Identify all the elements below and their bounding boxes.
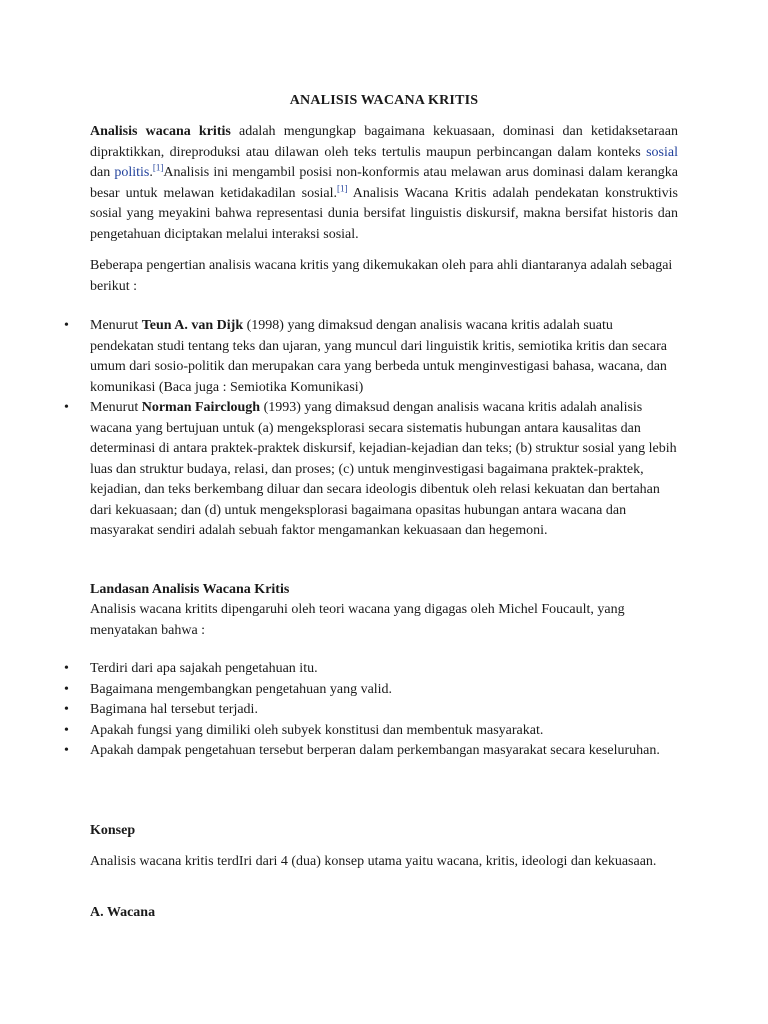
landasan-list bbox=[64, 659, 678, 762]
list-item bbox=[64, 398, 678, 542]
bullet-icon: • bbox=[64, 400, 69, 415]
intro-text-3: . bbox=[149, 165, 153, 180]
bullet-icon: • bbox=[64, 743, 69, 758]
link-politis[interactable]: politis bbox=[114, 165, 150, 180]
list-item bbox=[64, 316, 678, 398]
intro-paragraph bbox=[90, 122, 678, 245]
list-item-text: Bagimana hal tersebut terjadi. bbox=[90, 702, 258, 717]
list-item bbox=[64, 659, 678, 680]
list-item-text: Apakah fungsi yang dimiliki oleh subyek konstitusi dan membentuk masyarakat. bbox=[90, 722, 544, 738]
expert-text: (1993) yang dimaksud dengan analisis wacana kritis adalah analisis wacana yang bertujuan untuk (a) mengeksplorasi secara sistematis hubungan antara kausalitas dan determinasi di antara praktek-praktek diskursif, kejadian-kejadian dan teks; (b) struktur sosial yang lebih luas dan struktur budaya, relasi, dan proses; (c) untuk menginvestigasi bagaimana praktek-praktek, kejadian, dan teks berkembang diluar dan secara ideologis dibentuk oleh relasi kekuatan dan bertahan dari kekuasaan; dan (d) untuk mengeksplorasi bagaimana opasitas hubungan antara wacana dan masyarakat sendiri adalah sebuah faktor mengamankan kekuasaan dan hegemoni. bbox=[90, 400, 677, 538]
expert-pre: Menurut bbox=[90, 318, 142, 333]
experts-list bbox=[64, 316, 678, 542]
konsep-heading: Konsep bbox=[90, 823, 136, 838]
expert-text: (1998) yang dimaksud dengan analisis wacana kritis adalah suatu pendekatan studi tentang teks dan ujaran, yang muncul dari linguistik kritis, semiotika kritis dan secara umum dari sosio-politik dan merupakan cara yang berbeda untuk menginvestigasi bahasa, wacana, dan komunikasi (Baca juga : Semiotika Komunikasi) bbox=[90, 318, 667, 395]
list-item bbox=[64, 721, 678, 742]
konsep-text: Analisis wacana kritis terdIri dari 4 (dua) konsep utama yaitu wacana, kritis, ideologi dan kekuasaan. bbox=[90, 854, 657, 869]
list-item bbox=[64, 741, 678, 762]
bullet-icon: • bbox=[64, 681, 69, 697]
bullet-icon: • bbox=[64, 318, 69, 333]
landasan-intro: Analisis wacana kritits dipengaruhi oleh teori wacana yang digagas oleh Michel Foucault, yang menyatakan bahwa : bbox=[90, 602, 625, 638]
intro-text-2: dan bbox=[90, 165, 115, 180]
reference-1-link[interactable]: [1] bbox=[152, 162, 164, 173]
expert-name: Norman Fairclough bbox=[141, 400, 261, 415]
list-item-text: Apakah dampak pengetahuan tersebut berperan dalam perkembangan masyarakat secara keseluruhan. bbox=[90, 743, 660, 758]
experts-intro: Beberapa pengertian analisis wacana kritis yang dikemukakan oleh para ahli diantaranya adalah sebagai berikut : bbox=[90, 258, 673, 294]
expert-pre: Menurut bbox=[90, 400, 142, 415]
bullet-icon: • bbox=[64, 661, 69, 676]
list-item bbox=[64, 680, 678, 701]
landasan-heading: Landasan Analisis Wacana Kritis bbox=[90, 582, 290, 597]
document-title: ANALISIS WACANA KRITIS bbox=[289, 93, 479, 108]
term-bold: Analisis wacana kritis bbox=[90, 124, 231, 139]
intro-text-4: Analisis ini mengambil posisi non-konformis atau melawan arus dominasi dalam kerangka besar untuk melawan ketidakadilan sosial. bbox=[90, 165, 678, 201]
bullet-icon: • bbox=[64, 702, 69, 717]
intro-text-1: adalah mengungkap bagaimana kekuasaan, dominasi dan ketidaksetaraan dipraktikkan, direproduksi atau dilawan oleh teks tertulis maupun perbincangan dalam konteks bbox=[90, 124, 678, 160]
list-item-text: Bagaimana mengembangkan pengetahuan yang valid. bbox=[90, 681, 393, 697]
list-item bbox=[64, 700, 678, 721]
bullet-icon: • bbox=[64, 722, 69, 738]
reference-2-link[interactable]: [1] bbox=[337, 182, 348, 193]
expert-name: Teun A. van Dijk bbox=[141, 318, 244, 333]
list-item-text: Terdiri dari apa sajakah pengetahuan itu. bbox=[90, 661, 318, 676]
wacana-heading: A. Wacana bbox=[90, 905, 156, 920]
intro-text-5: Analisis Wacana Kritis adalah pendekatan konstruktivis sosial yang meyakini bahwa representasi dunia bersifat linguistis diskursif, makna bersifat historis dan pengetahuan diciptakan melalui interaksi sosial. bbox=[90, 185, 678, 242]
link-sosial[interactable]: sosial bbox=[646, 144, 678, 160]
